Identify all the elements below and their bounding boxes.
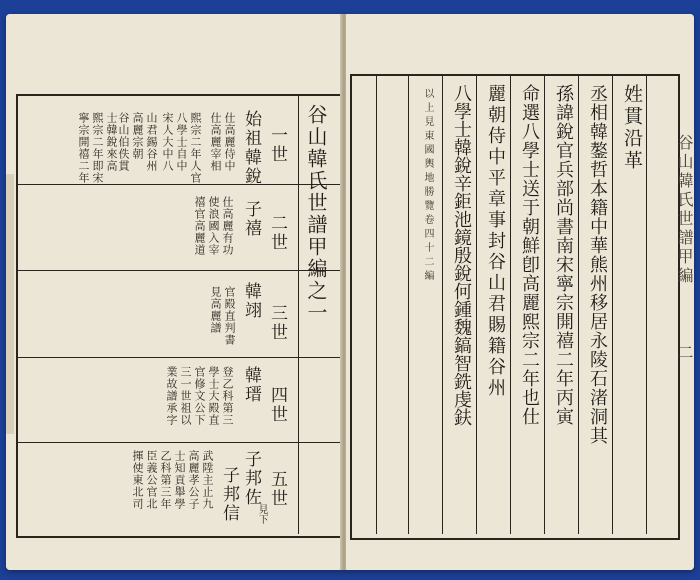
gen-name-3: 韓翊 [241, 282, 261, 320]
text-col-2: 丞相韓鏊哲本籍中華熊州移居永陵石渚洞其 [587, 84, 608, 445]
page-number: 二 [675, 344, 694, 363]
gen-5-note-2: 高麗孝公子 [187, 450, 200, 510]
row-divider-2 [18, 270, 340, 271]
gen-3-note-2: 見高麗譜 [209, 286, 222, 334]
gen-5-note-6: 揮使東北司 [131, 450, 144, 510]
col-rule-9 [376, 76, 377, 534]
text-col-4: 命選八學士送于朝鮮卽高麗熙宗二年也仕 [519, 84, 540, 426]
gen-name-5a: 子邦佐 [241, 450, 261, 507]
margin-note-3: 高麗宗朝 [131, 112, 144, 160]
margin-note-1: 熙宗二年即宋 [91, 112, 104, 184]
row-divider-1 [18, 184, 340, 185]
margin-note-6: 熙宗二年人官 [189, 112, 202, 184]
gen-5-note-1: 武陞主止九 [201, 450, 214, 510]
gen-label-3: 三世 [267, 304, 287, 342]
col-rule-3 [578, 76, 579, 534]
gen-1-note-2: 仕高麗宰相 [209, 112, 222, 172]
gen-5-small-note: 見下 [256, 504, 267, 524]
gen-4-note-4: 三一世祖以 [179, 366, 192, 426]
left-page [6, 14, 342, 570]
gen-4-note-5: 業故譜承字 [165, 366, 178, 426]
gen-1-note-1: 仕高麗侍中 [223, 112, 236, 172]
gen-2-note-2: 使浪國入宰 [207, 196, 220, 256]
gen-4-note-2: 學士大殿直 [207, 366, 220, 426]
open-book [6, 14, 694, 570]
margin-note-2: 寧宗開禧二年 [77, 112, 90, 184]
gen-2-note-1: 仕高麗有功 [221, 196, 234, 256]
gen-name-4: 韓瑨 [241, 366, 261, 404]
margin-note-5: 谷山伯佚貫 [117, 112, 130, 172]
margin-note-8: 宋人大中八 [161, 112, 174, 172]
text-col-6: 八學士韓銳辛鉅池鏡殷銳何鍾魏鎬智銑虔鈇 [451, 84, 472, 426]
col-rule-4 [544, 76, 545, 534]
row-divider-3 [18, 357, 340, 358]
gen-label-2: 二世 [267, 214, 287, 252]
gen-2-note-3: 禧官高麗道 [193, 196, 206, 256]
gen-name-1: 始祖韓銳 [241, 110, 261, 186]
text-col-1: 姓貫沿革 [621, 84, 643, 172]
gen-label-5: 五世 [267, 470, 287, 508]
source-note: 以上見東國輿地勝覽卷四十二編 [422, 88, 433, 284]
gen-5-note-4: 乙科第三年 [159, 450, 172, 510]
gen-5-note-3: 士知貢舉學 [173, 450, 186, 510]
gen-name-5b: 子邦信 [219, 466, 239, 523]
gen-label-4: 四世 [267, 386, 287, 424]
text-col-5: 麗朝侍中平章事封谷山君賜籍谷州 [485, 84, 506, 399]
header-divider [298, 96, 299, 534]
col-rule-6 [476, 76, 477, 534]
genealogy-header: 谷山韓氏世譜甲編之一 [304, 104, 328, 324]
gen-4-note-3: 官修文公下 [193, 366, 206, 426]
gen-3-note-1: 官殿直判書 [223, 286, 236, 346]
margin-note-4: 山君錫谷州 [145, 112, 158, 172]
margin-note-9: 士韓銳來高 [105, 112, 118, 172]
right-page [346, 14, 694, 570]
gen-name-2: 子禧 [241, 200, 261, 238]
col-rule-8 [408, 76, 409, 534]
col-rule-2 [612, 76, 613, 534]
gen-label-1: 一世 [267, 126, 287, 164]
edge-title: 谷山韓氏世譜甲編 [675, 134, 694, 286]
col-rule-5 [510, 76, 511, 534]
col-rule-1 [646, 76, 647, 534]
gen-4-note-1: 登乙科第三 [221, 366, 234, 426]
margin-note-7: 八學士自中 [175, 112, 188, 172]
gen-5-note-5: 臣義公官北 [145, 450, 158, 510]
row-divider-4 [18, 442, 340, 443]
text-col-3: 孫諱銳官兵部尚書南宋寧宗開禧二年丙寅 [553, 84, 574, 426]
page-edge-shadow [6, 174, 14, 434]
col-rule-7 [442, 76, 443, 534]
